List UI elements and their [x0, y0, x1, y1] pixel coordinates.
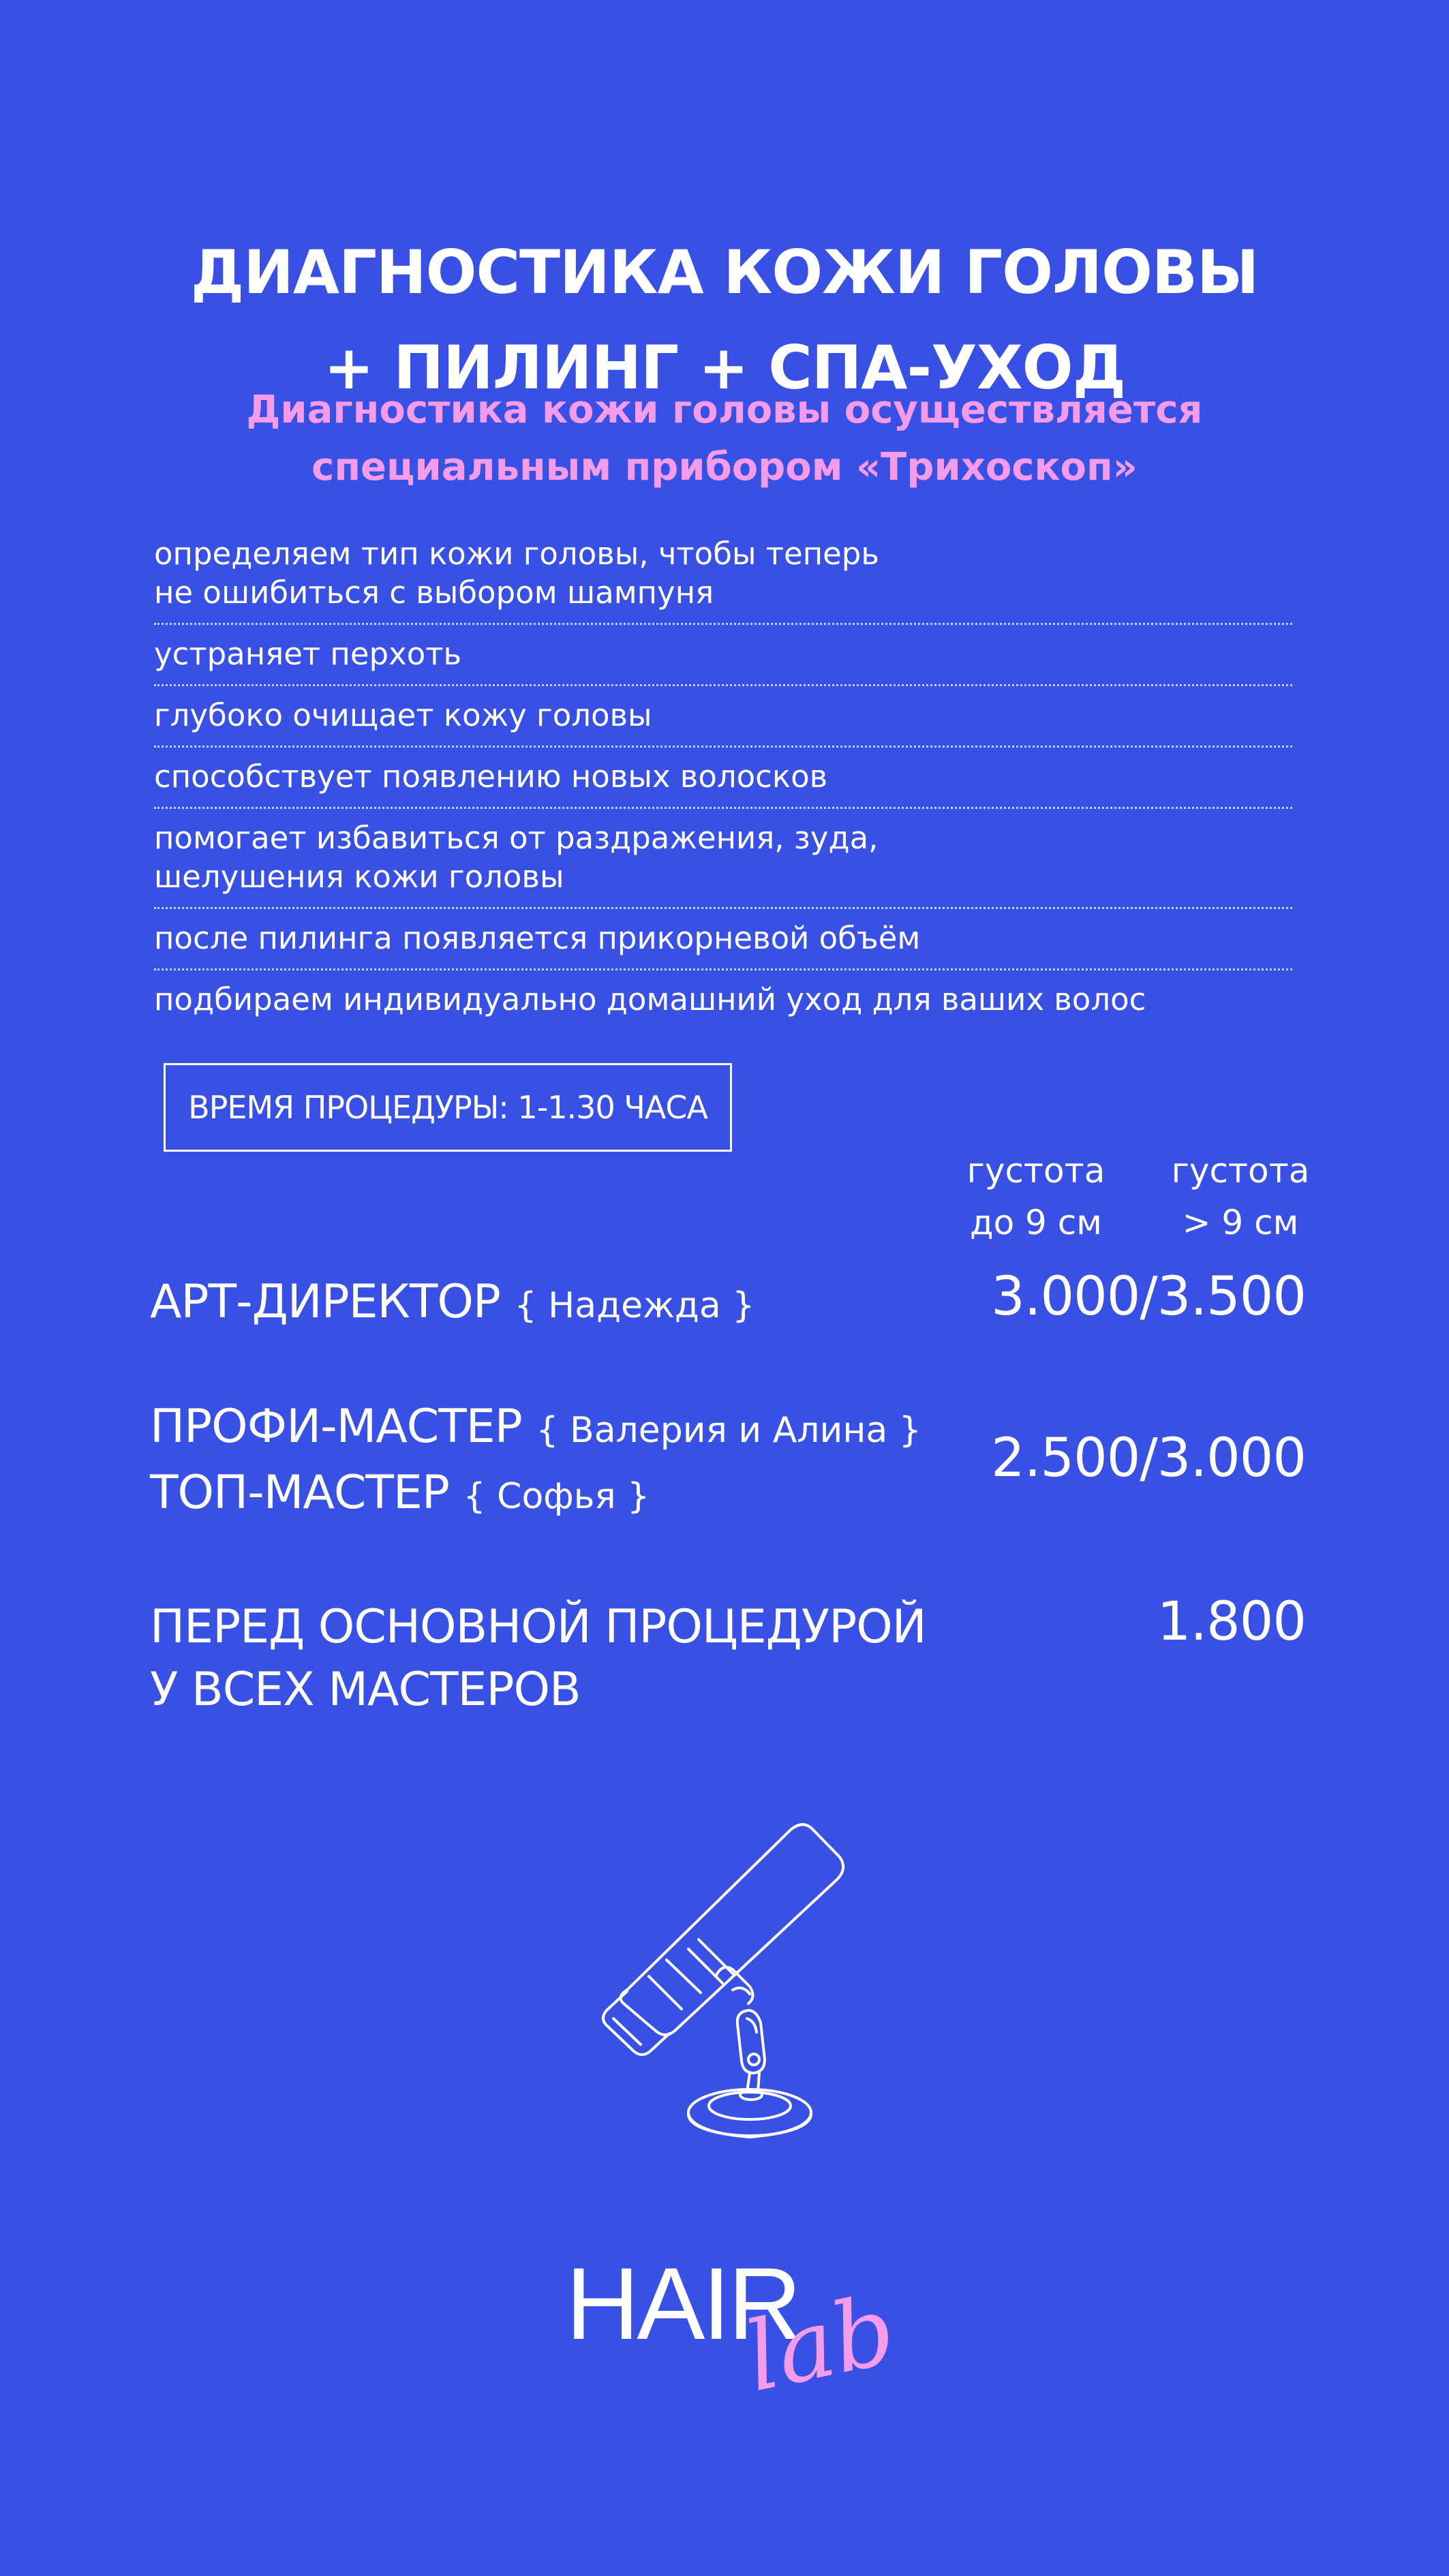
- page-subtitle: [0, 382, 1449, 496]
- benefit-item: после пилинга появляется прикорневой объём: [154, 909, 1292, 970]
- procedure-duration-text: ВРЕМЯ ПРОЦЕДУРЫ: 1-1.30 ЧАСА: [188, 1089, 707, 1126]
- benefits-list: [154, 525, 1292, 1030]
- row-title: ПРОФИ-МАСТЕР: [150, 1400, 522, 1454]
- price-row-pre-procedure: [150, 1596, 926, 1721]
- price-value-profi-top-master: 2.500/3.000: [991, 1428, 1306, 1489]
- title-line-1: ДИАГНОСТИКА КОЖИ ГОЛОВЫ: [190, 237, 1259, 307]
- subtitle-line-1: Диагностика кожи головы осуществляется: [246, 388, 1203, 432]
- procedure-duration-box: [164, 1063, 732, 1152]
- title-line-2: + ПИЛИНГ + СПА-УХОД: [324, 333, 1125, 403]
- benefit-item: определяем тип кожи головы, чтобы теперь не ошибиться с выбором шампуня: [154, 525, 1292, 625]
- row-title: У ВСЕХ МАСТЕРОВ: [150, 1663, 581, 1717]
- trichoscope-icon: [586, 1806, 872, 2160]
- logo-word-hair: HAIR: [566, 2246, 799, 2361]
- row-note: { Валерия и Алина }: [536, 1410, 921, 1451]
- column-header-density-up-to-9cm: густота до 9 см: [966, 1151, 1105, 1242]
- row-title: ТОП-МАСТЕР: [150, 1466, 449, 1520]
- row-title: АРТ-ДИРЕКТОР: [150, 1275, 500, 1329]
- logo-word-lab: lab: [736, 2274, 905, 2414]
- column-header-density-over-9cm: густота > 9 см: [1171, 1151, 1310, 1242]
- price-value-pre-procedure: 1.800: [1157, 1591, 1306, 1653]
- benefit-item: помогает избавиться от раздражения, зуда, шелушения кожи головы: [154, 809, 1292, 909]
- row-note: { Надежда }: [514, 1285, 755, 1326]
- benefit-item: подбираем индивидуально домашний уход для ваших волос: [154, 981, 1146, 1017]
- hair-lab-logo: [566, 2242, 906, 2419]
- row-title: ПЕРЕД ОСНОВНОЙ ПРОЦЕДУРОЙ: [150, 1600, 926, 1654]
- subtitle-line-2: специальным прибором «Трихоскоп»: [311, 445, 1138, 489]
- benefit-item: способствует появлению новых волосков: [154, 748, 1292, 809]
- row-note: { Софья }: [463, 1476, 650, 1517]
- price-row-art-director: [150, 1271, 754, 1337]
- price-value-art-director: 3.000/3.500: [991, 1266, 1306, 1328]
- benefit-item: устраняет перхоть: [154, 625, 1292, 686]
- benefit-item: глубоко очищает кожу головы: [154, 686, 1292, 748]
- price-row-profi-top-master: [150, 1396, 921, 1528]
